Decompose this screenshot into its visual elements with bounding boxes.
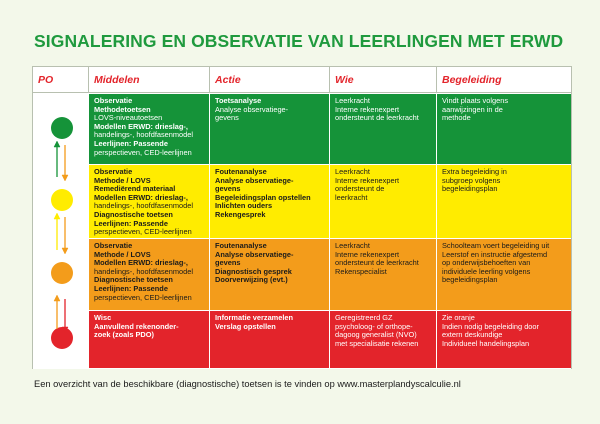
begeleiding-line: begeleidingsplan [442, 184, 498, 194]
middelen-cell [89, 239, 209, 310]
middelen-line: Leerlijnen: Passende [94, 218, 168, 228]
begeleiding-line: begeleidingsplan [442, 275, 498, 285]
table-row-orange [33, 239, 571, 311]
begeleiding-line: Zie oranje [442, 313, 475, 322]
begeleiding-cell [437, 311, 571, 368]
header-middelen: Middelen [94, 74, 140, 86]
arrow-down-icon [62, 299, 68, 333]
arrow-down-icon [62, 145, 68, 181]
begeleiding-cell [437, 94, 571, 164]
middelen-line: Observatie [94, 167, 133, 176]
actie-line: gevens [215, 258, 241, 268]
middelen-cell [89, 311, 209, 368]
actie-cell [210, 165, 329, 238]
middelen-line: Diagnostische toetsen [94, 209, 173, 219]
actie-line: Foutenanalyse [215, 241, 267, 250]
middelen-line: Modellen ERWD: drieslag-, [94, 258, 188, 268]
wie-line: leerkracht [335, 192, 368, 202]
middelen-line: Leerlijnen: Passende [94, 138, 168, 148]
begeleiding-line: Schoolteam voert begeleiding uit [442, 241, 550, 250]
actie-line: Rekengesprek [215, 209, 266, 219]
actie-line: Informatie verzamelen [215, 313, 294, 322]
header-wie: Wie [335, 74, 354, 86]
begeleiding-line: Extra begeleiding in [442, 167, 507, 176]
actie-cell [210, 239, 329, 310]
actie-line: Toetsanalyse [215, 96, 262, 105]
middelen-line: handelings-, hoofdfasenmodel [94, 130, 194, 140]
middelen-line: Observatie [94, 241, 133, 250]
actie-line: Analyse observatiege- [215, 175, 294, 185]
arrow-up-icon [54, 141, 60, 177]
wie-cell [330, 239, 436, 310]
begeleiding-line: op onderwijsbehoeften van [442, 258, 531, 268]
wie-line: Leerkracht [335, 241, 370, 250]
middelen-line: zoek (zoals PDO) [94, 330, 154, 340]
transition-arrows [33, 67, 89, 370]
begeleiding-line: aanwijzingen in de [442, 104, 503, 114]
footer-note: Een overzicht van de beschikbare (diagnostische) toetsen is te vinden op www.masterplandyscalculie.nl [34, 379, 461, 389]
wie-cell [330, 94, 436, 164]
middelen-line: Leerlijnen: Passende [94, 283, 168, 293]
begeleiding-line: extern deskundige [442, 330, 503, 340]
actie-line: Inlichten ouders [215, 201, 273, 211]
middelen-line: Diagnostische toetsen [94, 275, 173, 285]
begeleiding-line: Leerstof en instructie afgestemd [442, 249, 548, 259]
actie-line: Begeleidingsplan opstellen [215, 192, 311, 202]
table-row-yellow [33, 165, 571, 239]
actie-line: Analyse observatiege- [215, 249, 294, 259]
signalering-table [32, 66, 572, 369]
middelen-cell [89, 165, 209, 238]
begeleiding-line: Individueel handelingsplan [442, 338, 530, 348]
header-begeleiding: Begeleiding [442, 74, 502, 86]
actie-line: Foutenanalyse [215, 167, 267, 176]
middelen-line: Modellen ERWD: drieslag-, [94, 192, 188, 202]
actie-line: Doorverwijzing (evt.) [215, 275, 288, 285]
arrow-down-icon [62, 217, 68, 254]
actie-line: gevens [215, 184, 241, 194]
actie-cell [210, 311, 329, 368]
actie-line: gevens [215, 113, 239, 123]
wie-line: met specialisatie rekenen [335, 338, 419, 348]
actie-line: Diagnostisch gesprek [215, 266, 292, 276]
wie-line: Interne rekenexpert [335, 249, 400, 259]
table-row-green [33, 94, 571, 165]
header-po: PO [38, 74, 54, 86]
wie-line: ondersteunt de leerkracht [335, 258, 419, 268]
middelen-line: handelings-, hoofdfasenmodel [94, 201, 194, 211]
wie-line: Rekenspecialist [335, 266, 387, 276]
actie-line: Analyse observatiege- [215, 104, 289, 114]
middelen-line: perspectieven, CED-leerlijnen [94, 147, 192, 157]
middelen-line: Modellen ERWD: drieslag-, [94, 121, 188, 131]
middelen-line: Observatie [94, 96, 133, 105]
begeleiding-line: Vindt plaats volgens [442, 96, 509, 105]
middelen-line: handelings-, hoofdfasenmodel [94, 266, 194, 276]
middelen-line: Aanvullend rekenonder- [94, 321, 179, 331]
begeleiding-line: subgroep volgens [442, 175, 501, 185]
begeleiding-cell [437, 165, 571, 238]
middelen-line: Methode / LOVS [94, 175, 151, 185]
middelen-line: Wisc [94, 313, 112, 322]
wie-line: Leerkracht [335, 96, 370, 105]
wie-line: dagoog generalist (NVO) [335, 330, 417, 340]
wie-line: Interne rekenexpert [335, 104, 400, 114]
middelen-line: perspectieven, CED-leerlijnen [94, 227, 192, 237]
begeleiding-line: individuele leerling volgens [442, 266, 531, 276]
wie-line: ondersteunt de [335, 184, 385, 194]
middelen-line: LOVS-niveautoetsen [94, 113, 163, 123]
wie-line: Geregistreerd GZ [335, 313, 393, 322]
begeleiding-cell [437, 239, 571, 310]
middelen-line: Methode / LOVS [94, 249, 151, 259]
wie-cell [330, 311, 436, 368]
middelen-cell [89, 94, 209, 164]
wie-line: psycholoog- of orthope- [335, 321, 413, 331]
table-header-row [33, 67, 571, 93]
wie-line: ondersteunt de leerkracht [335, 113, 419, 123]
middelen-line: Methodetoetsen [94, 104, 151, 114]
wie-cell [330, 165, 436, 238]
middelen-line: Remediërend materiaal [94, 184, 176, 194]
begeleiding-line: Indien nodig begeleiding door [442, 321, 539, 331]
table-row-red [33, 311, 571, 369]
arrow-up-icon [54, 295, 60, 329]
wie-line: Leerkracht [335, 167, 370, 176]
page-title: SIGNALERING EN OBSERVATIE VAN LEERLINGEN MET ERWD [34, 31, 564, 51]
begeleiding-line: methode [442, 113, 471, 123]
middelen-line: perspectieven, CED-leerlijnen [94, 292, 192, 302]
actie-line: Verslag opstellen [215, 321, 276, 331]
actie-cell [210, 94, 329, 164]
wie-line: Interne rekenexpert [335, 175, 400, 185]
header-actie: Actie [215, 74, 241, 86]
arrow-up-icon [54, 213, 60, 250]
